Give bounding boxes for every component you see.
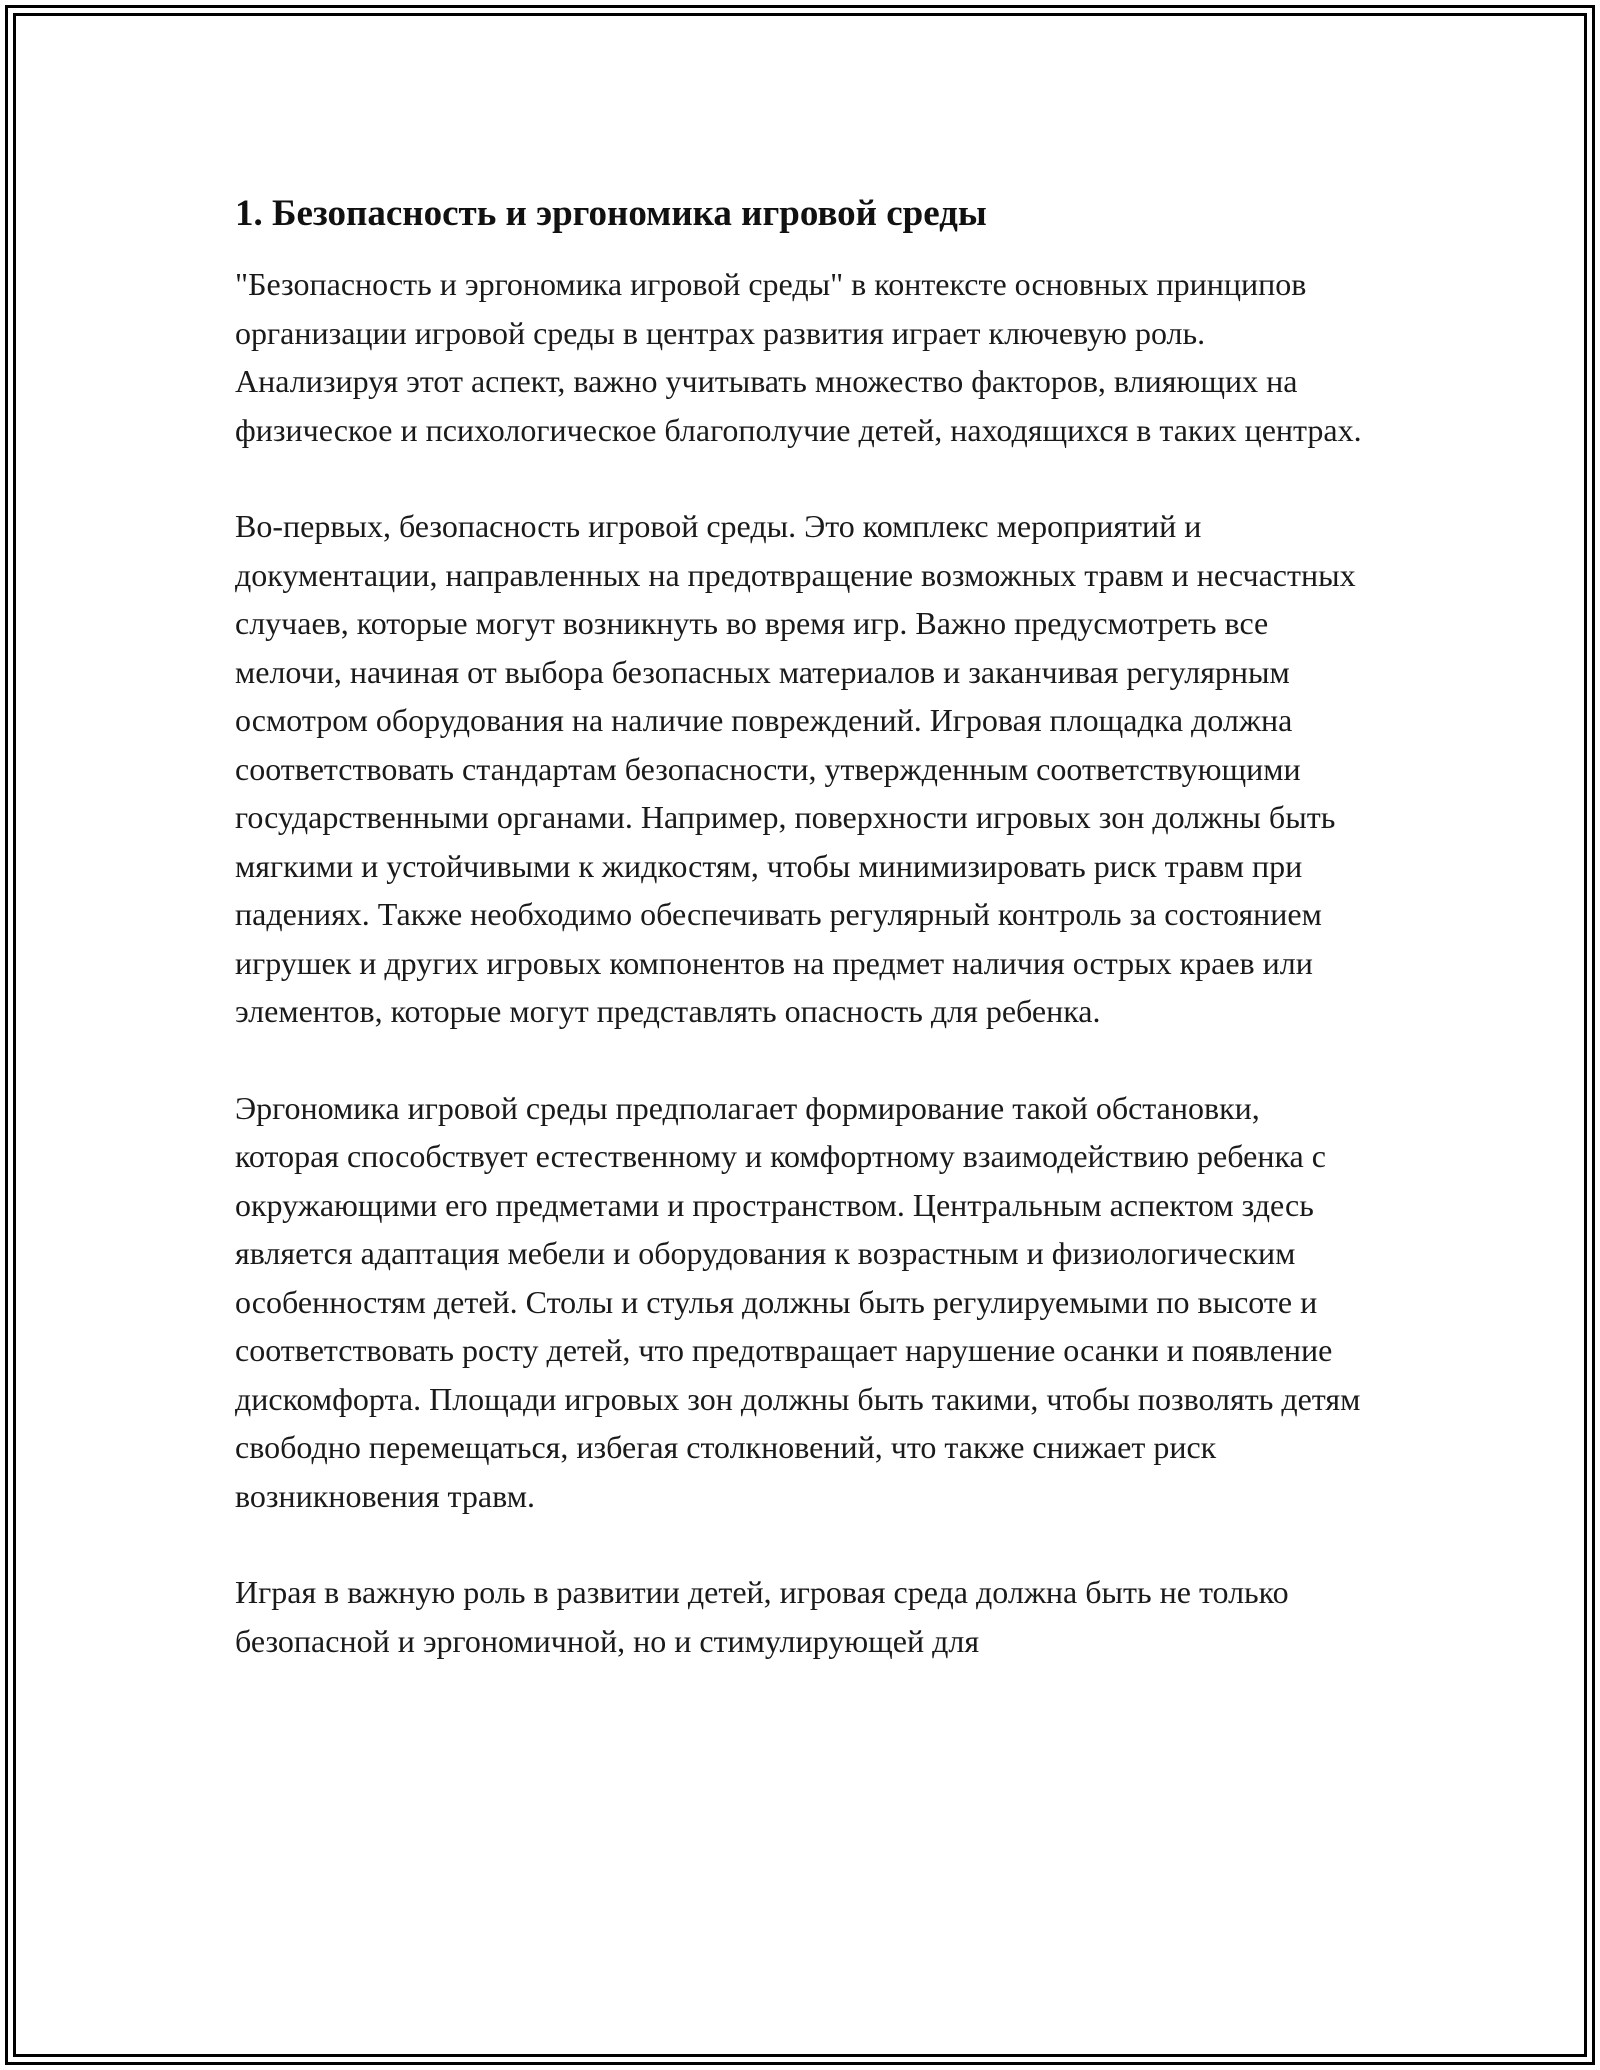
paragraph-safety: Во-первых, безопасность игровой среды. Это комплекс мероприятий и документации, направленных на предотвращение возможных травм и несчастных случаев, которые могут возникнуть во время игр. Важно предусмотреть все мелочи, начиная от выбора безопасных материалов и заканчивая регулярным осмотром оборудования на наличие повреждений. Игровая площадка должна соответствовать стандартам безопасности, утвержденным соответствующими государственными органами. Например, поверхности игровых зон должны быть мягкими и устойчивыми к жидкостям, чтобы минимизировать риск травм при падениях. Также необходимо обеспечивать регулярный контроль за состоянием игрушек и других игровых компонентов на предмет наличия острых краев или элементов, которые могут представлять опасность для ребенка. — [235, 508, 1356, 1029]
paragraph-intro: "Безопасность и эргономика игровой среды" в контексте основных принципов организации игровой среды в центрах развития играет ключевую роль. Анализируя этот аспект, важно учитывать множество факторов, влияющих на физическое и психологическое благополучие детей, находящихся в таких центрах. — [235, 266, 1362, 448]
paragraph-ergonomics: Эргономика игровой среды предполагает формирование такой обстановки, которая способствует естественному и комфортному взаимодействию ребенка с окружающими его предметами и пространством. Центральным аспектом здесь является адаптация мебели и оборудования к возрастным и физиологическим особенностям детей. Столы и стулья должны быть регулируемыми по высоте и соответствовать росту детей, что предотвращает нарушение осанки и появление дискомфорта. Площади игровых зон должны быть такими, чтобы позволять детям свободно перемещаться, избегая столкновений, что также снижает риск возникновения травм. — [235, 1089, 1361, 1514]
document-body — [235, 188, 1365, 1665]
paragraph-stimulation: Играя в важную роль в развитии детей, игровая среда должна быть не только безопасной и эргономичной, но и стимулирующей для — [235, 1574, 1289, 1659]
section-heading: 1. Безопасность и эргономика игровой среды — [235, 193, 987, 234]
